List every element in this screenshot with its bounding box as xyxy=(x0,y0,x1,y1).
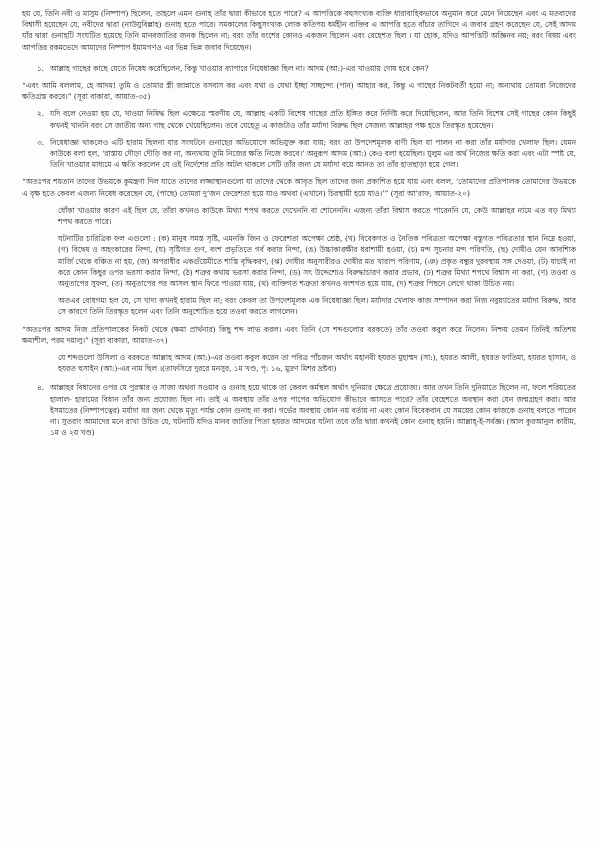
point-3-number: ৩. xyxy=(36,137,44,147)
point-3-text: নিষেধাজ্ঞা থাকলেও এটি হারাম ছিলনা যার সংঘটনে গুনাহের অভিযোগে অভিযুক্ত করা যায়; বরং তা উপদেশমূলক বাণী ছিল যা পালন না করা তাঁর মর্যাদার খেলাফ ছিল। যেমন কাউকে বলা হল, ‘রাস্তায় দৌড়া দৌড়ি কর না, অন্যথায় তুমি নিজের ক্ষতি নিজে করবে।’ অনুরূপ আদম (আ:) কেও বলা হয়েছিল। যুলুম এর অর্থ নিজের ক্ষতি করা এবং এটা স্পষ্ট যে, তিনি খাওয়ার মাধ্যমে এ ক্ষতি করলেন যে ওই নির্দেশের প্রতি অটল থাকলে সেটি তাঁর জন্য যে মর্যাদা বয়ে আনত তা তাঁর হাতছাড়া হয়ে গেল। xyxy=(50,137,576,170)
point-2-text: যদি বলে নেওয়া হয় যে, খাওয়া নিষিদ্ধ ছিল এক্ষেত্রে স্মরণীয় যে, আল্লাহ একটি বিশেষ গাছের প্রতি ইঙ্গিত করে নির্দিষ্ট করে দিয়েছিলেন, আর তিনি বিশেষ সেই গাছের কোন কিছুই কখনই খাননি বরং সে জাতীয় অন্য গাছ থেকে খেয়েছিলেন। তবে যেহেতু এ কাজটাও তাঁর মর্যাদা বিরুদ্ধ ছিল সেজন্য আল্লাহর পক্ষ হতে তিরস্কৃত হয়েছেন। xyxy=(50,109,576,130)
five-names-paragraph: যে শব্দগুলো উসিলা ও বরকতে আল্লাহ আদম (আ:)-এর তওবা কবুল করেন তা পবিত্র পাঁচজন অর্থাৎ মহানবী হযরত মুহাম্মদ (সা:), হযরত আলী, হযরত ফাতিমা, হযরত হাসান, ও হযরত হুসাইন (আ:)-এর নাম ছিল ।(তাফসিরে দুররে মনসুর, ১ম খণ্ড, পৃ: ১৬, মুদ্রণ মিশর দ্রষ্টব্য) xyxy=(58,353,576,374)
point-2-number: ২. xyxy=(36,109,44,119)
point-4-number: ৪. xyxy=(36,383,44,393)
quote-baqara-35: “এবং আমি বললাম, হে আদম! তুমি ও তোমার স্ত্রী জান্নাতে বসবাস কর এবং যথা ও যেথা ইচ্ছা সচ্ছন্দ্যে (পান) আহার কর, কিন্তু এ গাছের নিকটবর্তী হয়ো না; অন্যথায় তোমরা নিজেদের ক্ষতিগ্রস্ত করবে।” (সূরা বাকারা, আয়াত-৩৫) xyxy=(22,81,576,102)
intro-paragraph: হয় যে, তিনি নবী ও মাসুম (নিষ্পাপ) ছিলেন, তাহলে এমন গুনাহ তাঁর দ্বারা কীভাবে হতে পারে? এ আপত্তিকে বহুসংখ্যক ব্যক্তি ধারাবাহিকভাবে অনুমান করে মেনে নিয়েছেন এবং এ মতবাদের বিশ্বাসী হয়েছেন যে, নবীদের দ্বারা (নাউযুবিল্লাহ) গুনাহ হতে পারে। সমকালের কিছুসংখ্যক লোক কতিপয় ধর্মহীন ব্যক্তির এ আপত্তি হতে বাঁচার তাগিদে এ জবাব গ্রহণ করেছেন যে, সেই আদম যাঁর দ্বারা গুনাহটি সংঘটিত হয়েছে তিনি মানবজাতির জনক ছিলেন না; বরং তাঁর বংশের কোনও একজন ছিলেন এবং বেহেশত ছিল । যা হোক, যদিও আপত্তিটি অজ্ঞিনব নয়; বরং বিষয় এবং আপত্তির রকমভেদে আমাদের নিষ্পাপ ইমামগণও এর ভিন্ন ভিন্ন জবাব দিয়েছেন। xyxy=(22,9,576,52)
deception-paragraph: ধোঁকা খাওয়ার কারণ এই ছিল যে, তাঁরা কখনও কাউকে মিথ্যা শপথ করতে দেখেননি বা শোনেননি। এজন্য তাঁরা বিশ্বাস করতে পারেননি যে, কেউ আল্লাহর নামে এত বড় মিথ্যা শপথ করতে পারে। xyxy=(58,205,576,227)
point-1 xyxy=(22,63,576,74)
point-2 xyxy=(22,108,576,130)
point-1-text: আল্লাহ গাছের কাছে যেতে নিষেধ করেছিলেন, কিন্তু খাওয়ার ব্যাপারে নিষেধাজ্ঞা ছিল না। আদম (আ:)-এর খাওয়ায় দোষ হবে কেন? xyxy=(50,63,429,73)
point-4 xyxy=(22,382,576,438)
conclusion-paragraph: অতএব বোধগম্য হল যে, সে খাদ্য কখনই হারাম ছিল না; বরং কেবল তা উপদেশমূলক এক নিষেধাজ্ঞা ছিল। মর্যাদার খেলাফ কাজ সম্পাদন করা নিজ নবুয়্যাতের মর্যাদা বিরুদ্ধ, আর সে কারণে তিনি তিরস্কৃত হলেন এবং তিনি অনুশোচিত হয়ে তওবা করতে লাগলেন। xyxy=(58,296,576,317)
moral-lessons-paragraph: ঘটনাটির চারিত্রিক ফল এগুলো : (ক) মানুষ সমস্ত সৃষ্টি, এমনকি জিন ও ফেরেশতা অপেক্ষা শ্রেষ্ঠ, (খ) বিবেকগত ও নৈতিক পবিত্রতা অপেক্ষা বস্তুগত পবিত্রতার স্থান নিম্নে হওয়া, (গ) বিদ্বেষ ও অহংকারের নিন্দা, (ঘ) সৃষ্টিগত গুণ, বংশ প্রভৃতিতে গর্ব করার নিন্দা, (ঙ) উচ্চাকাঙ্ক্ষীর ধরাশায়ী হওয়া, (চ) মন্দ সূচনার মন্দ পরিণতি, (ছ) দোষীও যেন আবশ্যিক মার্জি থেকে বঞ্চিত না হয়, (জ) অপরাধীর একগুঁয়েমীতে শাস্তি বৃদ্ধিকরণ, (ঝ) দোষীর অনুসারীরও দোষীর মত খারাপ পরিণাম, (ঞ) প্রকৃত বন্ধুর দুরবস্থায় সঙ্গ দেওয়া, (ট) যাচাই না করে কোন কিছুর ওপর ভরসা করার নিন্দা, (ঠ) শত্রুর কথায় ভরসা করার নিন্দা, (ড) সৎ উদ্দেশ্যেও বিরুদ্ধাচারণ করার প্রভাব, (ঢ) শত্রুর মিথ্যা শপথে বিশ্বাস না করা, (ণ) তওবা ও অনুতাপের সুফল, (ত) অনুতাপের পর আসল স্থান ফিরে পাওয়া যায়, (থ) ব্যক্তিগত শত্রুতা কখনও বংশগত হয়ে যায়, (দ) শত্রুর পিছনে লেগে থাকা উচিত নয়। xyxy=(58,234,576,289)
quote-baqara-37: “অতঃপর আদম নিজ প্রতিপালকের নিকট থেকে (ক্ষমা প্রার্থনার) কিছু শব্দ লাভ করল। এবং তিনি (সে শব্দগুলোর বরকতে) তাঁর তওবা কবুল করে নিলেন। নিশ্চয় তেমন তিনিই অতিশয় ক্ষমাশীল, পরম দয়ালু।” (সূরা বাকারা, আয়াত-৩৭) xyxy=(22,324,576,345)
point-4-text: আল্লাহর বিধানের ওপর যে পুরস্কার ও সাজা অথবা সওয়াব ও গুনাহ হয়ে থাকে তা কেবল কর্মস্থল অর্থাৎ দুনিয়ার ক্ষেত্রে প্রযোজ্য। আর তখন তিনি দুনিয়াতে ছিলেন না, ফলে শরিয়তের হালাল- হারামের বিধান তাঁর জন্য প্রযোজ্য ছিল না। তাই এ অবস্থায় তাঁর ওপর পাপের অভিযোগ কীভাবে আসতে পারে? তাঁর বেহেশতে অবস্থান করা যেন জন্মগ্রহণ করা। আর ইসমাতের (নিষ্পাপত্বের) মর্যাদা বর জন্য থেকে মৃত্যু পর্যন্ত কোন গুনাহ না করা। গর্ভের অবস্থায় কোন নয় বর্তায় না এবং কোন বিবেকবান যে সময়ের কোন কাজকে গুনাহ বলতে পারেন না। সুতরাং আমাদের মনে রাখা উচিত যে, ঘটনাটি যদিও মানব জাতির পিতা হযরত আদমের ঘটনা তবে তাঁর দ্বারা কখনই কোন গুনাহ হয়নি। আল্লাহ্-ই-সর্বজ্ঞ। (আল কুরআনুল কারীম, ১ম ও ২য় খণ্ড) xyxy=(50,383,576,438)
point-1-number: ১. xyxy=(36,63,44,73)
point-3 xyxy=(22,137,576,171)
quote-araf-20: “অতঃপর শয়তান তাদের উভয়কে কুমন্ত্রণা দিল যাতে তাদের লজ্জাস্থানগুলো যা তাদের থেকে আবৃত ছিল তাদের জন্য প্রকাশিত হয়ে যায় এবং বলল, ‘তোমাদের প্রতিপালক তোমাদের উভয়কে এ বৃক্ষ হতে কেবল এজন্য নিষেধ করেছেন যে, (পাছে) তোমরা দু’জন ফেরেশতা হয়ে যাও অথবা (এখানে) চিরস্থায়ী হয়ে যাও।’” (সূরা আ’রাফ, আয়াত-২০) xyxy=(22,177,576,198)
